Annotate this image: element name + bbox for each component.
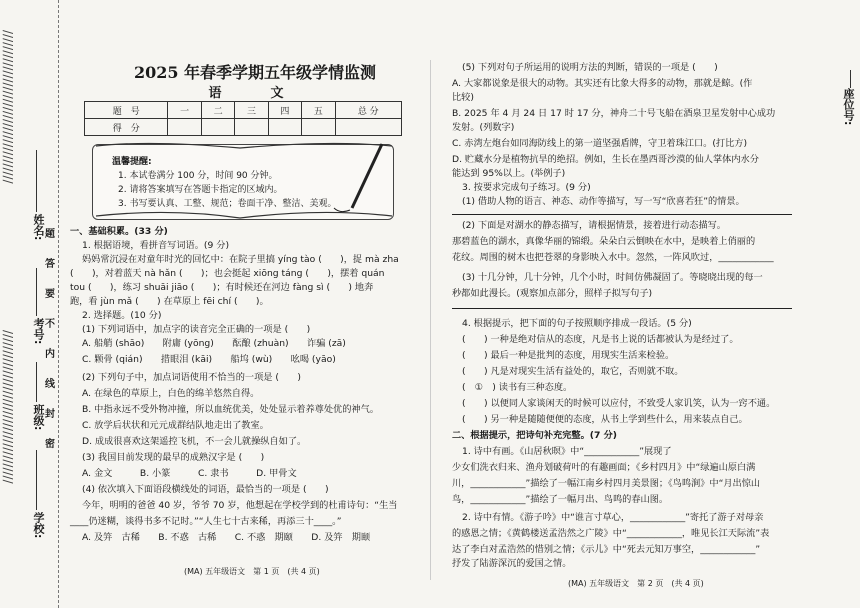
seal-char: 密 bbox=[45, 439, 55, 450]
score-table-cell: 题 号 bbox=[85, 102, 168, 119]
seal-char: 答 bbox=[45, 259, 55, 270]
question-text: 少女们洗衣归来、渔舟划破荷叶的有趣画面；《乡村四月》中“绿遍山原白满 bbox=[452, 462, 756, 473]
answer-option: D. 成成很喜欢这架遥控飞机，不一会儿就操纵自如了。 bbox=[82, 436, 307, 447]
ordering-item: ( ① ) 读书有三种态度。 bbox=[462, 382, 573, 393]
question-text: 2. 诗中有情。《游子吟》中“谁言寸草心，____________”寄托了游子对母亲 bbox=[462, 512, 764, 523]
seal-char: 线 bbox=[45, 379, 55, 390]
ordering-item: ( ) 以便同人家谈闲天的时候可以应付，不致受人家讥笑，认为一窍不通。 bbox=[462, 398, 776, 409]
score-table-score-row bbox=[85, 119, 402, 136]
seat-number-line bbox=[850, 70, 851, 88]
school-line bbox=[36, 450, 37, 510]
class-label: 班级: bbox=[32, 404, 45, 431]
notice-item: 1. 本试卷满分 100 分，时间 90 分钟。 bbox=[118, 171, 278, 181]
answer-option: 比较) bbox=[452, 92, 474, 103]
score-table-cell: 总 分 bbox=[335, 102, 401, 119]
question-text: 抒发了陆游深沉的爱国之情。 bbox=[452, 558, 572, 569]
seat-number-label: 座位号: bbox=[842, 88, 855, 126]
seal-char: 题 bbox=[45, 229, 55, 240]
name-label: 姓名: bbox=[32, 214, 45, 241]
answer-option: A. 金文 B. 小篆 C. 隶书 D. 甲骨文 bbox=[82, 468, 297, 479]
page-footer-right: (MA) 五年级语文 第 2 页 (共 4 页) bbox=[568, 579, 704, 588]
score-input-cell[interactable] bbox=[302, 119, 335, 136]
score-input-cell[interactable] bbox=[168, 119, 201, 136]
question-text: 1. 根据语境，看拼音写词语。(9 分) bbox=[82, 240, 230, 251]
question-text: (4) 依次填入下面语段横线处的词语，最恰当的一项是 ( ) bbox=[82, 484, 329, 495]
notice-item: 2. 请将答案填写在答题卡指定的区域内。 bbox=[118, 185, 283, 195]
score-table-cell: 二 bbox=[201, 102, 234, 119]
ordering-item: ( ) 另一种是随随便便的态度，从书上学到些什么，用来装点自己。 bbox=[462, 414, 748, 425]
subject-title: 语 文 bbox=[208, 86, 302, 101]
question-text: ( )，对着蓝天 nà hǎn ( )；也会挺起 xiōng táng ( )，摆着 quán bbox=[70, 268, 385, 279]
question-text: 4. 根据提示，把下面的句子按照顺序排成一段话。(5 分) bbox=[462, 318, 692, 329]
question-text: 鸟，____________”描绘了一幅月出、鸟鸣的春山图。 bbox=[452, 494, 669, 505]
section-heading: 一、基础积累。(33 分) bbox=[70, 226, 168, 237]
question-text: 达了李白对孟浩然的惜别之情；《示儿》中“死去元知万事空，____________” bbox=[452, 544, 761, 555]
school-label: 学校: bbox=[32, 512, 45, 539]
class-line bbox=[36, 362, 37, 402]
score-table-cell: 得 分 bbox=[85, 119, 168, 136]
question-text: (1) 下列词语中，加点字的读音完全正确的一项是 ( ) bbox=[82, 324, 311, 335]
score-input-cell[interactable] bbox=[335, 119, 401, 136]
answer-option: C. 放学后状状和元元成群结队地走出了教室。 bbox=[82, 420, 269, 431]
answer-option: A. 大家都说象是很大的动物。其实还有比象大得多的动物，那就是鲸。(作 bbox=[452, 78, 753, 89]
question-text: 今年，明明的爸爸 40 岁，爷爷 70 岁，他想起在学校学到的杜甫诗句：“生当 bbox=[82, 500, 398, 511]
question-text: 3. 按要求完成句子练习。(9 分) bbox=[462, 182, 591, 193]
exam-number-line bbox=[36, 268, 37, 316]
question-text: 1. 诗中有画。《山居秋暝》中“____________”展现了 bbox=[462, 446, 672, 457]
question-text: 跑，看 jùn mǎ ( ) 在草原上 fēi chí ( )。 bbox=[70, 296, 269, 307]
reading-text: 花纹。周围的树木也把苍翠的身影映入水中。忽然，一阵风吹过，____________ bbox=[452, 252, 774, 263]
name-line bbox=[36, 150, 37, 212]
question-text: (2) 下面是对湖水的静态描写，请根据情景，接着进行动态描写。 bbox=[462, 220, 726, 231]
score-input-cell[interactable] bbox=[201, 119, 234, 136]
question-text: (2) 下列句子中，加点词语使用不恰当的一项是 ( ) bbox=[82, 372, 301, 383]
question-text: 2. 选择题。(10 分) bbox=[82, 310, 162, 321]
ordering-item: ( ) 最后一种是批判的态度，用现实生活来检验。 bbox=[462, 350, 675, 361]
question-text: 妈妈常沉浸在对童年时光的回忆中：在院子里搞 yíng tào ( )，捉 mà zha bbox=[82, 254, 399, 265]
notice-item: 3. 书写要认真、工整、规范；卷面干净、整洁、美观。 bbox=[118, 199, 337, 209]
answer-option: 发射。(列数字) bbox=[452, 122, 515, 133]
exam-number-label: 考号: bbox=[32, 318, 45, 345]
margin-slash-pattern: ////////////////////////////////////// bbox=[1, 330, 15, 484]
answer-option: C. 颗骨 (qián) 措眼泪 (kāi) 船坞 (wù) 吆喝 (yāo) bbox=[82, 354, 336, 365]
seal-char: 要 bbox=[45, 289, 55, 300]
book-pen-illustration bbox=[90, 138, 400, 224]
score-table-cell: 五 bbox=[302, 102, 335, 119]
question-text: tou ( )，练习 shuāi jiāo ( )；有时候还在河边 fàng sì ( ) 地奔 bbox=[70, 282, 374, 293]
answer-line[interactable] bbox=[452, 308, 792, 309]
question-text: (3) 我国目前发现的最早的成熟汉字是 ( ) bbox=[82, 452, 265, 463]
exam-title: 2025 年春季学期五年级学情监测 bbox=[133, 63, 377, 82]
answer-option: A. 船艄 (shāo) 附庸 (yōng) 酝酿 (zhuàn) 诈骗 (zā) bbox=[82, 338, 346, 349]
answer-option: B. 中指永远不受外物冲撞，所以血统优美，处处显示着养尊处优的神气。 bbox=[82, 404, 379, 415]
score-input-cell[interactable] bbox=[235, 119, 268, 136]
question-text: 川，____________”描绘了一幅江南乡村四月美景图；《鸟鸣涧》中“月出惊山 bbox=[452, 478, 761, 489]
answer-option: A. 在绿色的草原上，白色的绵羊悠然自得。 bbox=[82, 388, 260, 399]
answer-option: B. 2025 年 4 月 24 日 17 时 17 分，神舟二十号飞船在酒泉卫星发射中心成功 bbox=[452, 108, 776, 119]
question-text: (3) 十几分钟，几十分钟，几个小时，时间仿佛凝固了。等晓晓出现的每一 bbox=[462, 272, 763, 283]
question-text: (5) 下列对句子所运用的说明方法的判断，错误的一项是 ( ) bbox=[462, 62, 718, 73]
score-input-cell[interactable] bbox=[268, 119, 301, 136]
section-heading: 二、根据提示，把诗句补充完整。(7 分) bbox=[452, 430, 617, 441]
reading-text: 那碧蓝色的湖水，真像华丽的锦缎。朵朵白云倒映在水中，是映着上俏丽的 bbox=[452, 236, 756, 247]
seal-char: 内 bbox=[45, 349, 55, 360]
binding-margin bbox=[0, 0, 59, 608]
answer-option: A. 及笄 古稀 B. 不惑 古稀 C. 不惑 期颐 D. 及笄 期颐 bbox=[82, 532, 371, 543]
question-text: 的感恩之情；《黄鹤楼送孟浩然之广陵》中“____________，唯见长江天际流”表 bbox=[452, 528, 770, 539]
question-text: 秒都如此漫长。(观察加点部分，照样子拟写句子) bbox=[452, 288, 653, 299]
seal-char: 不 bbox=[45, 319, 55, 330]
question-text: ____仍迷糊，谈得书多不记时。”“人生七十古来稀，再添三十____。” bbox=[70, 516, 342, 527]
answer-option: C. 赤湾左炮台如同海防线上的第一道坚强盾牌，守卫着珠江口。(打比方) bbox=[452, 138, 748, 149]
ordering-item: ( ) 一种是绝对信从的态度，凡是书上说的话都被认为是经过了。 bbox=[462, 334, 739, 345]
answer-option: 能达到 95%以上。(举例子) bbox=[452, 168, 566, 179]
score-table-cell: 四 bbox=[268, 102, 301, 119]
seal-char: 封 bbox=[45, 409, 55, 420]
score-table-cell: 一 bbox=[168, 102, 201, 119]
answer-option: D. 贮藏水分是植物抗旱的绝招。例如，生长在墨西哥沙漠的仙人掌体内水分 bbox=[452, 154, 759, 165]
score-table-cell: 三 bbox=[235, 102, 268, 119]
notice-heading: 温馨提醒: bbox=[112, 157, 152, 167]
ordering-item: ( ) 凡是对现实生活有益处的，取它，否则就不取。 bbox=[462, 366, 684, 377]
margin-slash-pattern: ////////////////////////////////////// bbox=[1, 30, 15, 184]
answer-line[interactable] bbox=[452, 214, 792, 215]
score-table-header-row bbox=[85, 102, 402, 119]
page-footer-left: (MA) 五年级语文 第 1 页 (共 4 页) bbox=[184, 567, 320, 576]
score-table bbox=[84, 101, 402, 136]
question-text: (1) 借助人物的语言、神态、动作等描写，写一写“欣喜若狂”的情景。 bbox=[462, 196, 745, 207]
column-divider bbox=[430, 60, 431, 580]
